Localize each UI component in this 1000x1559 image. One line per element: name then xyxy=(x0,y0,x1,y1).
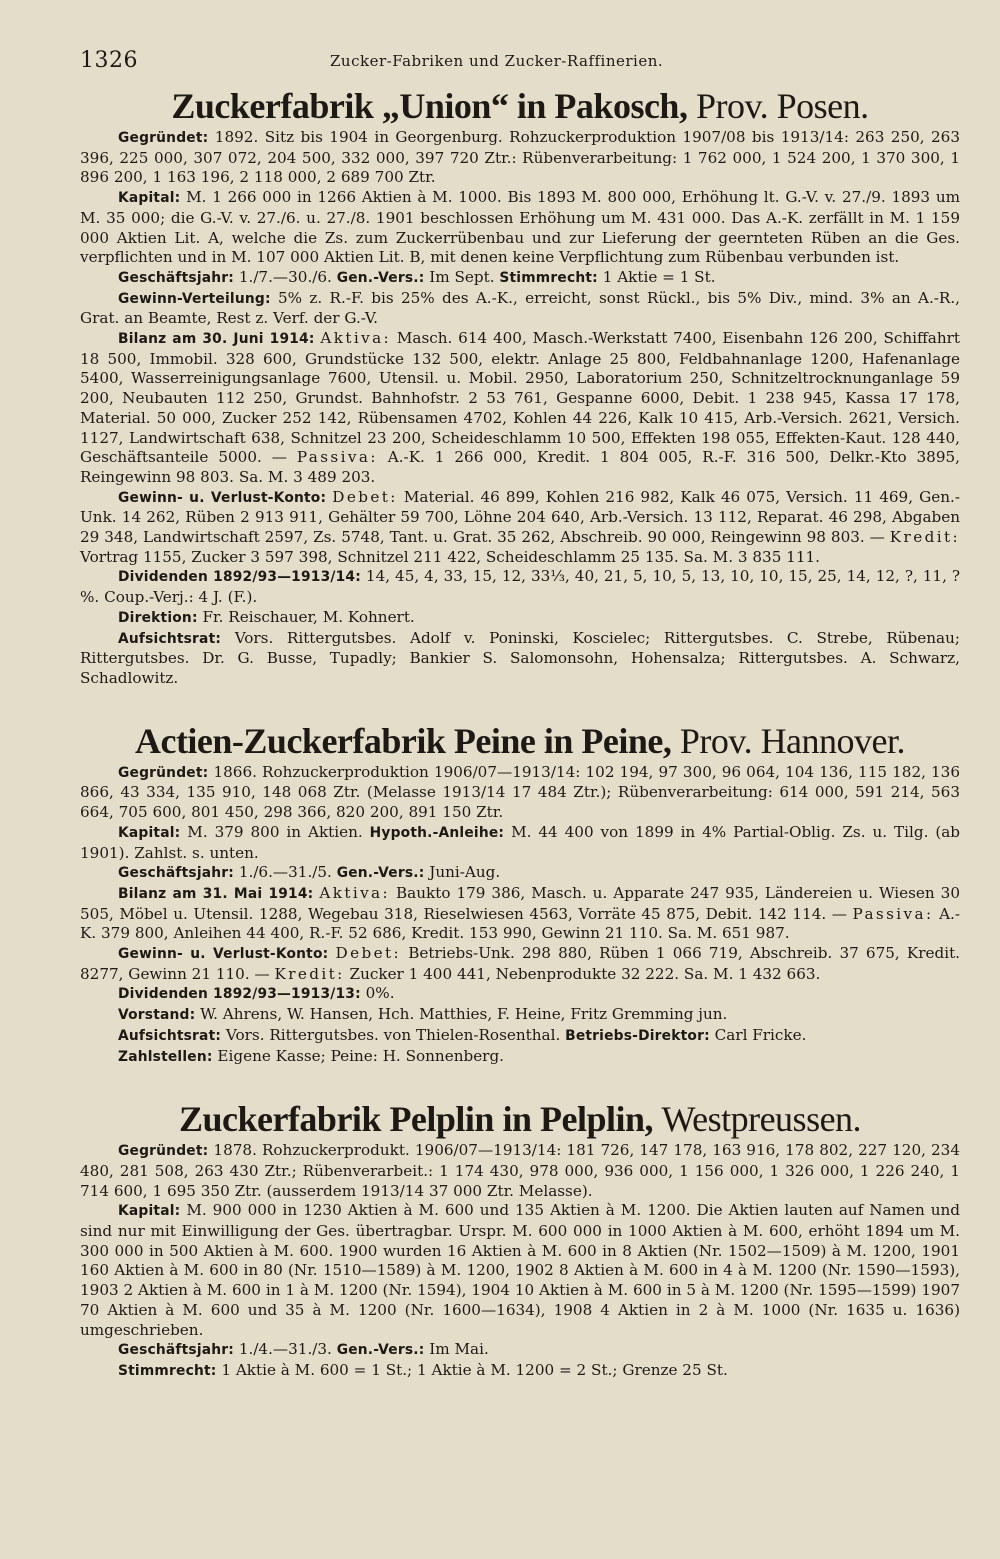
company-region: Westpreussen. xyxy=(661,1099,862,1140)
entry-paragraph xyxy=(80,1047,960,1068)
section-gap xyxy=(80,697,960,719)
company-name: Zuckerfabrik Pelplin in Pelplin, xyxy=(178,1099,653,1140)
field-text: Vors. Rittergutsbes. von Thielen-Rosenthal. xyxy=(225,1025,561,1044)
field-label: Hypoth.-Anleihe: xyxy=(369,824,505,841)
field-text: M. 1 266 000 in 1266 Aktien à M. 1000. Bis 1893 M. 800 000, Erhöhung lt. G.-V. v. 27./9. 1893 um M. 35 000; die G.-V. v. 27./6. u. 27./8. 1901 beschlossen Erhöhung um M. 431 000. Das A.-K. zerfällt in M. 1 159 000 Aktien Lit. A, welche die Zs. zum Zuckerrübenbau und zur Lieferung der geernteten Rüben an die Ges. verpflichten und in M. 107 000 Aktien Lit. B, mit denen keine Verpflichtung zum Rübenbau verbunden ist. xyxy=(80,188,960,267)
field-label: Aufsichtsrat: xyxy=(118,1027,222,1044)
company-title xyxy=(80,719,960,763)
entry-paragraph xyxy=(80,329,960,488)
spaced-heading: Debet: xyxy=(332,487,398,506)
field-label: Gegründet: xyxy=(118,764,209,781)
field-text: Masch. 614 400, Masch.-Werkstatt 7400, Eisenbahn 126 200, Schiffahrt 18 500, Immobil. 328 600, Grundstücke 132 500, elektr. Anlage 25 800, Feldbahnanlage 1200, Hafenanlage 5400, Wasserreinigungsanlage 7600, Utensil. u. Mobil. 2950, Laboratorium 250, Schnitzeltrocknunganlage 59 200, Neubauten 112 250, Grundst. Bahnhofstr. 2 53 761, Gespanne 6000, Debit. 1 238 945, Kassa 17 178, Material. 50 000, Zucker 252 142, Rübensamen 4702, Kohlen 44 226, Kalk 10 415, Arb.-Versich. 2621, Versich. 1127, Landwirtschaft 638, Schnitzel 23 200, Scheideschlamm 10 500, Effekten 198 055, Effekten-Kaut. 128 440, Geschäftsanteile 5000. — xyxy=(80,329,961,467)
entry-paragraph xyxy=(80,884,960,944)
spaced-heading: Kredit: xyxy=(889,528,960,547)
field-text: 5% z. R.-F. bis 25% des A.-K., erreicht, sonst Rückl., bis 5% Div., mind. 3% an A.-R., Grat. an Beamte, Rest z. Verf. der G.-V. xyxy=(80,288,961,328)
entry-paragraph xyxy=(80,608,960,629)
entry-paragraph xyxy=(80,567,960,607)
field-text: M. 44 400 von 1899 in 4% Partial-Oblig. Zs. u. Tilg. (ab 1901). Zahlst. s. unten. xyxy=(80,822,961,862)
field-label: Gegründet: xyxy=(118,1143,209,1160)
field-label: Gen.-Vers.: xyxy=(336,865,425,882)
company-title xyxy=(80,84,960,128)
field-label: Kapital: xyxy=(118,824,181,841)
entry-paragraph xyxy=(80,268,960,289)
field-label: Dividenden 1892/93—1913/14: xyxy=(118,569,361,586)
field-label: Bilanz am 31. Mai 1914: xyxy=(118,885,314,902)
field-text: Im Sept. xyxy=(429,267,495,286)
field-label: Kapital: xyxy=(118,190,181,207)
spaced-heading: Kredit: xyxy=(274,964,345,983)
field-text: 1./6.—31./5. xyxy=(238,863,332,882)
field-text: Vors. Rittergutsbes. Adolf v. Poninski, Koscielec; Rittergutsbes. C. Strebe, Rübenau; Rittergutsbes. Dr. G. Busse, Tupadly; Bankier S. Salomonsohn, Hohensalza; Rittergutsbes. A. Schwarz, Schadlowitz. xyxy=(80,628,961,687)
field-label: Gegründet: xyxy=(118,130,209,146)
spaced-heading: Passiva: xyxy=(296,448,378,467)
spaced-heading: Aktiva: xyxy=(319,883,391,902)
entry-paragraph xyxy=(80,629,960,689)
entry-paragraph xyxy=(80,1340,960,1361)
entry-paragraph xyxy=(80,944,960,984)
field-text: 0%. xyxy=(365,984,395,1003)
entry-paragraph xyxy=(80,863,960,884)
field-label: Dividenden 1892/93—1913/13: xyxy=(118,986,361,1003)
field-text: Vortrag 1155, Zucker 3 597 398, Schnitzel 211 422, Scheideschlamm 25 135. Sa. M. 3 835 111. xyxy=(80,547,820,566)
field-label: Gewinn-Verteilung: xyxy=(118,290,271,307)
company-title xyxy=(80,1097,960,1141)
company-entry xyxy=(80,1097,960,1381)
company-name: Actien-Zuckerfabrik Peine in Peine, xyxy=(134,720,672,761)
spaced-heading: Aktiva: xyxy=(320,329,392,348)
field-label: Gen.-Vers.: xyxy=(336,269,425,286)
field-text: Eigene Kasse; Peine: H. Sonnenberg. xyxy=(217,1046,504,1065)
field-text: 1866. Rohzuckerproduktion 1906/07—1913/14: 102 194, 97 300, 96 064, 104 136, 115 182, 136 866, 43 334, 135 910, 148 068 Ztr. (Melasse 1913/14 17 484 Ztr.); Rübenverarbeitung: 614 000, 591 214, 563 664, 705 600, 801 450, 298 366, 820 200, 891 150 Ztr. xyxy=(80,762,961,822)
section-gap xyxy=(80,1075,960,1097)
entry-paragraph xyxy=(80,823,960,863)
field-text: W. Ahrens, W. Hansen, Hch. Matthies, F. Heine, Fritz Gremming jun. xyxy=(200,1005,728,1024)
field-text: 1./4.—31./3. xyxy=(238,1340,332,1359)
field-text: Baukto 179 386, Masch. u. Apparate 247 935, Ländereien u. Wiesen 30 505, Möbel u. Utensil. 1288, Wegebau 318, Rieselwiesen 4563, Vorräte 45 875, Debit. 142 114. — xyxy=(80,883,961,923)
field-text: Zucker 1 400 441, Nebenprodukte 32 222. Sa. M. 1 432 663. xyxy=(349,964,821,983)
company-region: Prov. Posen. xyxy=(695,86,869,126)
field-label: Geschäftsjahr: xyxy=(118,269,234,286)
entry-paragraph xyxy=(80,188,960,268)
running-title: Zucker-Fabriken und Zucker-Raffinerien. xyxy=(330,52,664,70)
field-label: Gen.-Vers.: xyxy=(336,1342,425,1359)
field-text: 1892. Sitz bis 1904 in Georgenburg. Rohzuckerproduktion 1907/08 bis 1913/14: 263 250, 263 396, 225 000, 307 072, 204 500, 332 000, 397 720 Ztr.: Rübenverarbeitung: 1 762 000, 1 524 200, 1 370 300, 1 896 200, 1 163 196, 2 118 000, 2 689 700 Ztr. xyxy=(80,128,961,187)
field-label: Geschäftsjahr: xyxy=(118,865,234,882)
field-label: Stimmrecht: xyxy=(499,269,598,286)
entry-paragraph xyxy=(80,1361,960,1382)
entry-paragraph xyxy=(80,1141,960,1201)
entry-paragraph xyxy=(80,763,960,823)
field-text: 14, 45, 4, 33, 15, 12, 33⅓, 40, 21, 5, 10, 5, 13, 10, 10, 15, 25, 14, 12, ?, 11, ? %. Coup.-Verj.: 4 J. (F.). xyxy=(80,567,961,607)
entry-paragraph xyxy=(80,128,960,188)
field-text: 1878. Rohzuckerprodukt. 1906/07—1913/14: 181 726, 147 178, 163 916, 178 802, 227 120, 234 480, 281 508, 263 430 Ztr.; Rübenverarbeit.: 1 174 430, 978 000, 936 000, 1 156 000, 1 326 000, 1 226 240, 1 714 600, 1 695 350 Ztr. (ausserdem 1913/14 37 000 Ztr. Melasse). xyxy=(80,1141,960,1200)
field-text: Carl Fricke. xyxy=(714,1025,807,1044)
company-entry xyxy=(80,84,960,689)
field-label: Betriebs-Direktor: xyxy=(565,1027,710,1044)
field-text: Im Mai. xyxy=(429,1340,489,1359)
field-label: Bilanz am 30. Juni 1914: xyxy=(118,331,315,348)
company-entries xyxy=(80,84,960,1382)
field-label: Gewinn- u. Verlust-Konto: xyxy=(118,946,329,963)
entry-paragraph xyxy=(80,1005,960,1026)
entry-paragraph xyxy=(80,488,960,568)
entry-paragraph xyxy=(80,1026,960,1047)
field-text: Betriebs-Unk. 298 880, Rüben 1 066 719, Abschreib. 37 675, Kredit. 8277, Gewinn 21 110. — xyxy=(80,944,961,983)
field-label: Zahlstellen: xyxy=(118,1048,213,1065)
field-label: Kapital: xyxy=(118,1203,181,1220)
company-region: Prov. Hannover. xyxy=(679,720,906,761)
field-text: M. 379 800 in Aktien. xyxy=(187,822,363,841)
field-text: Juni-Aug. xyxy=(429,863,501,882)
page-number: 1326 xyxy=(80,48,138,73)
entry-paragraph xyxy=(80,289,960,329)
field-label: Gewinn- u. Verlust-Konto: xyxy=(118,489,327,506)
field-text: 1 Aktie = 1 St. xyxy=(602,267,716,286)
entry-paragraph xyxy=(80,1201,960,1340)
field-text: Material. 46 899, Kohlen 216 982, Kalk 46 075, Versich. 11 469, Gen.-Unk. 14 262, Rüben 2 913 911, Gehälter 59 700, Löhne 204 640, Arb.-Versich. 13 112, Reparat. 46 298, Abgaben 29 348, Landwirtschaft 2597, Zs. 5748, Tant. u. Grat. 35 262, Abschreib. 90 000, Reingewinn 98 803. — xyxy=(80,487,960,547)
field-label: Geschäftsjahr: xyxy=(118,1342,234,1359)
field-label: Aufsichtsrat: xyxy=(118,630,222,647)
running-head xyxy=(80,48,960,84)
field-label: Stimmrecht: xyxy=(118,1362,217,1379)
field-text: 1 Aktie à M. 600 = 1 St.; 1 Aktie à M. 1200 = 2 St.; Grenze 25 St. xyxy=(221,1360,728,1379)
field-text: A.-K. 379 800, Anleihen 44 400, R.-F. 52 686, Kredit. 153 990, Gewinn 21 110. Sa. M. 651 987. xyxy=(80,904,961,943)
field-text: Fr. Reischauer, M. Kohnert. xyxy=(202,607,415,626)
field-label: Direktion: xyxy=(118,609,198,626)
field-text: M. 900 000 in 1230 Aktien à M. 600 und 135 Aktien à M. 1200. Die Aktien lauten auf Namen und sind nur mit Einwilligung der Ges. übertragbar. Urspr. M. 600 000 in 1000 Aktien à M. 600, erhöht 1894 um M. 300 000 in 500 Aktien à M. 600. 1900 wurden 16 Aktien à M. 600 in 8 Aktien (Nr. 1502—1509) à M. 1200, 1901 160 Aktien à M. 600 in 80 (Nr. 1510—1589) à M. 1200, 1902 8 Aktien à M. 600 in 4 à M. 1200 (Nr. 1590—1593), 1903 2 Aktien à M. 600 in 1 à M. 1200 (Nr. 1594), 1904 10 Aktien à M. 600 in 5 à M. 1200 (Nr. 1595—1599) 1907 70 Aktien à M. 600 und 35 à M. 1200 (Nr. 1600—1634), 1908 4 Aktien in 2 à M. 1000 (Nr. 1635 u. 1636) umgeschrieben. xyxy=(80,1201,960,1339)
field-label: Vorstand: xyxy=(118,1007,196,1024)
spaced-heading: Passiva: xyxy=(852,904,934,923)
company-name: Zuckerfabrik „Union“ in Pakosch, xyxy=(171,86,688,126)
entry-paragraph xyxy=(80,984,960,1005)
company-entry xyxy=(80,719,960,1068)
field-text: A.-K. 1 266 000, Kredit. 1 804 005, R.-F. 316 500, Delkr.-Kto 3895, Reingewinn 98 803. Sa. M. 3 489 203. xyxy=(80,448,960,486)
field-text: 1./7.—30./6. xyxy=(238,267,332,286)
spaced-heading: Debet: xyxy=(335,944,402,963)
